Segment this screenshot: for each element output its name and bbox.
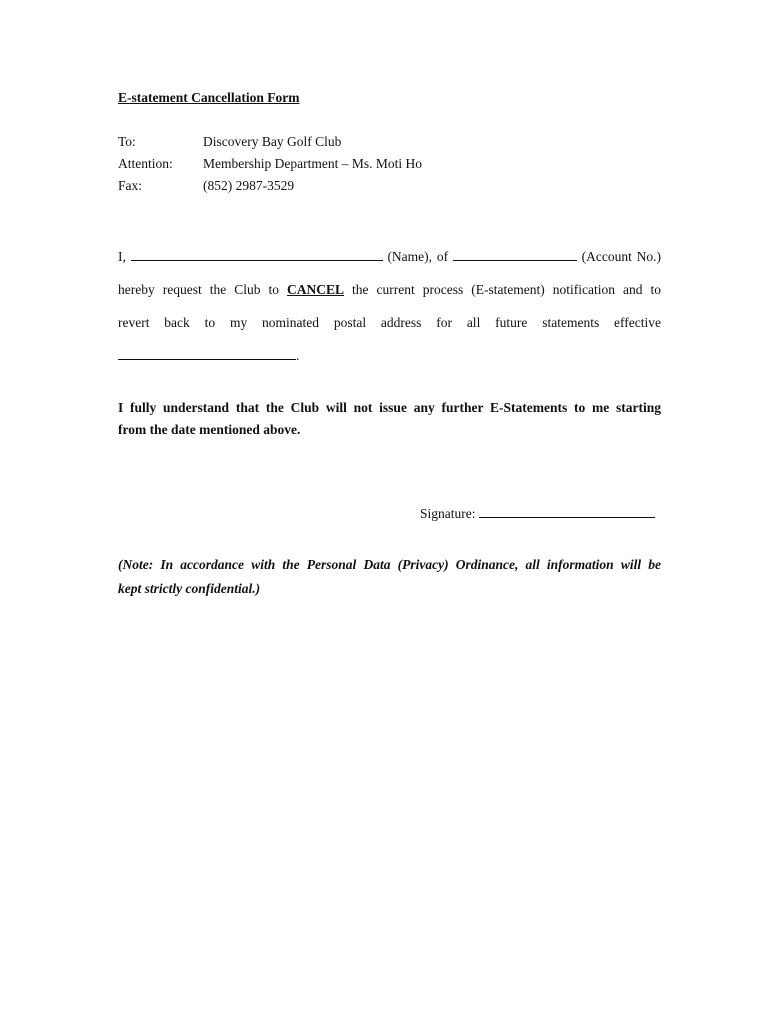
privacy-note-line-1: (Note: In accordance with the Personal Data (Privacy) Ordinance, all information will be xyxy=(118,557,661,572)
to-label: To: xyxy=(118,134,136,149)
fax-label: Fax: xyxy=(118,178,143,193)
acknowledgement-line-2: from the date mentioned above. xyxy=(118,422,301,437)
name-suffix: (Name), of xyxy=(387,249,449,264)
signature-row xyxy=(420,506,655,522)
attention-label: Attention: xyxy=(118,156,173,171)
attention-row xyxy=(118,156,678,176)
cancel-word: CANCEL xyxy=(287,282,345,297)
request-line-4 xyxy=(118,348,661,364)
acknowledgement-line-1: I fully understand that the Club will not issue any further E-Statements to me starting xyxy=(118,400,661,415)
request-line-2 xyxy=(118,282,661,298)
to-value: Discovery Bay Golf Club xyxy=(203,134,342,149)
privacy-note-line-2: kept strictly confidential.) xyxy=(118,581,261,596)
effective-date-blank[interactable] xyxy=(118,348,296,360)
signature-label: Signature: xyxy=(420,506,476,521)
request-line-1 xyxy=(118,249,661,265)
fax-row xyxy=(118,178,678,198)
request-prefix: I, xyxy=(118,249,126,264)
request-line-2-before: hereby request the Club to xyxy=(118,282,279,297)
form-title: E-statement Cancellation Form xyxy=(118,90,300,105)
acknowledgement-paragraph xyxy=(118,397,661,441)
to-row xyxy=(118,134,678,154)
request-line-4-end: . xyxy=(296,348,300,363)
attention-value: Membership Department – Ms. Moti Ho xyxy=(203,156,422,171)
privacy-note xyxy=(118,553,661,601)
signature-blank[interactable] xyxy=(479,506,655,518)
request-line-2-after: the current process (E-statement) notification and to xyxy=(352,282,661,297)
account-suffix: (Account No.) xyxy=(581,249,662,264)
account-number-blank[interactable] xyxy=(453,249,577,261)
fax-value: (852) 2987-3529 xyxy=(203,178,295,193)
name-blank[interactable] xyxy=(131,249,383,261)
request-line-3: revert back to my nominated postal address for all future statements effective xyxy=(118,315,661,330)
